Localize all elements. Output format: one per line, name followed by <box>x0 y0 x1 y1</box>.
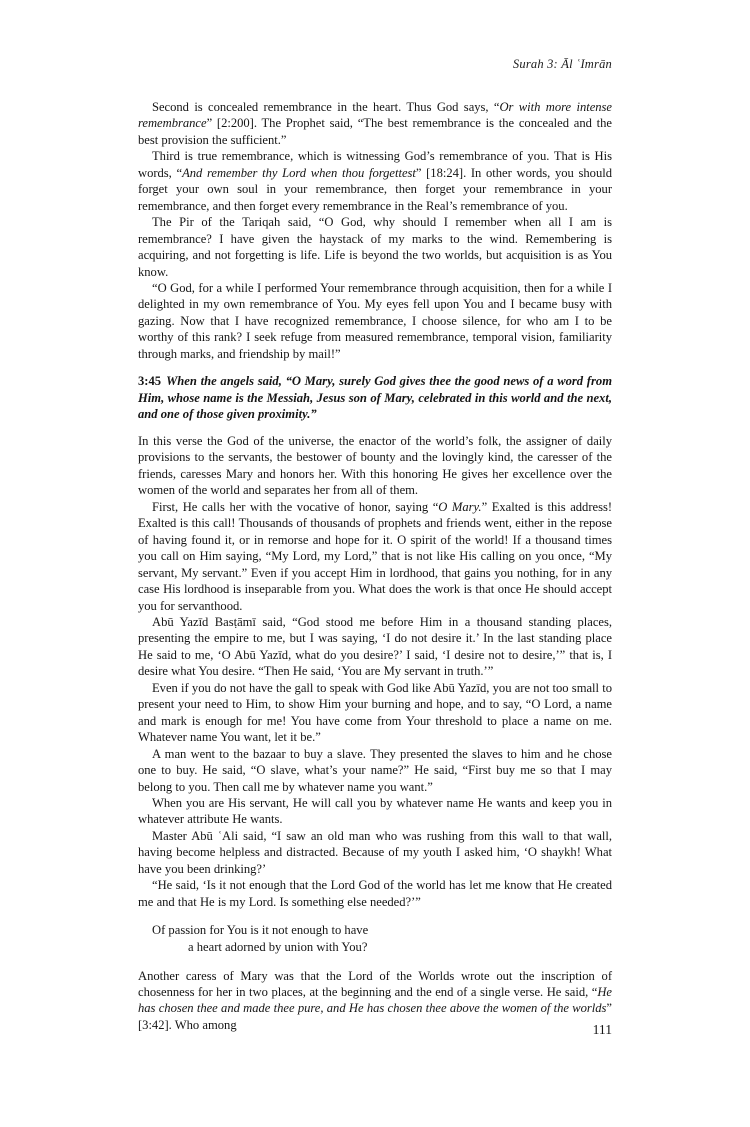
paragraph-even-if-no-gall: Even if you do not have the gall to speak with God like Abū Yazīd, you are not too small to present your need to Him, to show Him your burning and hope, and to say, “O Lord, a name and mark is enough for me! You have come from Your threshold to place a name on me. Whatever name You want, let it be.” <box>138 680 612 745</box>
paragraph-in-this-verse: In this verse the God of the universe, the enactor of the world’s folk, the assigner of daily provisions to the servants, the bestower of bounty and the lovingly kind, the caresser of the friends, caresses Mary and honors her. With this honoring He gives her excellence over the women of the world and separates her from all of them. <box>138 434 612 498</box>
paragraph-o-god-while: “O God, for a while I performed Your remembrance through acquisition, then for a while I delighted in my own remembrance of You. My eyes fell upon You and I became busy with gazing. Now that I have recognized remembrance, I choose silence, for who am I to be worthy of this rank? I seek refuge from measured remembrance, temporal vision, familiarity through marks, and friendship by mail!” <box>138 280 612 361</box>
paragraph-third-true: Third is true remembrance, which is witnessing God’s remembrance of you. That is His words, “And remember thy Lord when thou forgettest” [18:24]. In other words, you should forget your own soul in your remembrance, then forget your remembrance in your remembrance, and then forget every remembrance in the Real’s remembrance of you. <box>138 149 612 213</box>
paragraph-master-abu-ali: Master Abū ʿAli said, “I saw an old man who was rushing from this wall to that wall, having become helpless and distracted. Because of my youth I asked him, ‘O shaykh! What have you been drinking?’ <box>138 828 612 876</box>
verse-text: When the angels said, “O Mary, surely God gives thee the good news of a word from Him, whose name is the Messiah, Jesus son of Mary, celebrated in this world and the next, and one of those given proximity.” <box>138 374 612 422</box>
paragraph-pir-tariqah: The Pir of the Tariqah said, “O God, why should I remember when all I am is remembrance? I have given the haystack of my marks to the wind. Remembering is acquiring, and not forgetting is life. Life is beyond the two worlds, but acquisition is as You know. <box>138 215 612 279</box>
poem-line-1: Of passion for You is it not enough to have <box>152 923 369 938</box>
poem-line-2: a heart adorned by union with You? <box>188 940 368 955</box>
paragraph-second-concealed: Second is concealed remembrance in the heart. Thus God says, “Or with more intense remembrance” [2:200]. The Prophet said, “The best remembrance is the concealed and the best provision the sufficient.” <box>138 100 613 147</box>
paragraph-when-his-servant: When you are His servant, He will call you by whatever name He wants and keep you in whatever attribute He wants. <box>138 796 612 827</box>
page-body <box>138 99 612 1033</box>
running-head: Surah 3: Āl ʿImrān <box>512 57 612 71</box>
poem-block <box>138 922 612 956</box>
verse-number: 3:45 <box>138 374 162 389</box>
paragraph-first-vocative: First, He calls her with the vocative of honor, saying “O Mary.” Exalted is this address! Exalted is this call! Thousands of thousands of prophets and friends went, either in the repose of having found it, or in remorse and hope for it. O spirit of the world! If a thousand times you call on Him saying, “My Lord, my Lord,” that is not like His calling on you once, “My servant, My servant.” Even if you accept Him in lordhood, that gains you nothing, for in any case His lordhood is inseparable from you. What does the work is that once He should accept you for servanthood. <box>138 499 613 613</box>
paragraph-man-bazaar: A man went to the bazaar to buy a slave. They presented the slaves to him and he chose one to buy. He said, “O slave, what’s your name?” He said, “First buy me so that I may belong to you. Then call me by whatever name you want.” <box>138 746 612 794</box>
paragraph-he-said-not-enough: “He said, ‘Is it not enough that the Lord God of the world has let me know that He created me and that He is my Lord. Is something else needed?’” <box>138 878 612 909</box>
paragraph-another-caress: Another caress of Mary was that the Lord of the Worlds wrote out the inscription of chosenness for her in two places, at the beginning and the end of a single verse. He said, “He has chosen thee and made thee pure, and He has chosen thee above the women of the worlds” [3:42]. Who among <box>138 968 612 1032</box>
quran-verse-block <box>138 373 612 423</box>
page-number: 111 <box>592 1022 612 1037</box>
paragraph-abu-yazid: Abū Yazīd Basṭāmī said, “God stood me before Him in a thousand standing places, presenting the empire to me, but I was saying, ‘I do not desire it.’ In the last standing place He said to me, ‘O Abū Yazīd, what do you desire?’ I said, ‘I desire not to desire,’” that is, I desire what You desire. “Then He said, ‘You are My servant in truth.’” <box>138 615 612 679</box>
